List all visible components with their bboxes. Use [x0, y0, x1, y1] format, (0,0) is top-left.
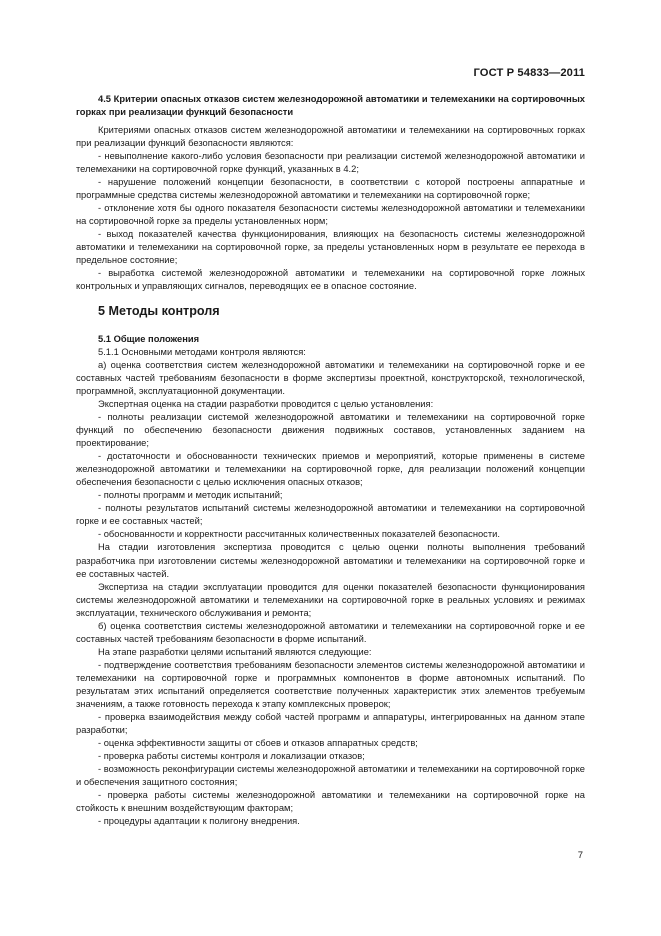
criteria-item: - нарушение положений концепции безопасности, в соответствии с которой построены аппаратные и программные средства системы железнодорожной автоматики и телемеханики на сортировочной горке;: [76, 177, 585, 201]
test-goal-item: - оценка эффективности защиты от сбоев и отказов аппаратных средств;: [98, 737, 418, 748]
page-content: [76, 93, 585, 828]
test-goals-intro: На этапе разработки целями испытаний являются следующие:: [98, 646, 372, 657]
design-item: - полноты результатов испытаний системы железнодорожной автоматики и телемеханики на сортировочной горке и ее составных частей;: [76, 503, 585, 527]
section-4-5-intro: Критериями опасных отказов систем железнодорожной автоматики и телемеханики на сортировочных горках при реализации функций безопасности являются:: [76, 125, 585, 149]
section-4-5-title: 4.5 Критерии опасных отказов систем железнодорожной автоматики и телемеханики на сортировочных горках при реализации функций безопасности: [76, 94, 585, 118]
page-number: 7: [577, 850, 583, 861]
test-goal-item: - проверка взаимодействия между собой частей программ и аппаратуры, интегрированных на данном этапе разработки;: [76, 711, 585, 735]
manufacture-stage-paragraph: На стадии изготовления экспертиза проводится с целью оценки полноты выполнения требований разработчика при изготовлении системы железнодорожной автоматики и телемеханики на сортировочной горке и ее составных частей.: [76, 542, 585, 579]
design-stage-intro: Экспертная оценка на стадии разработки проводится с целью установления:: [98, 399, 434, 410]
criteria-item: - отклонение хотя бы одного показателя безопасности системы железнодорожной автоматики и телемеханики на сортировочной горке за пределы установленных норм;: [76, 203, 585, 227]
criteria-item: - выработка системой железнодорожной автоматики и телемеханики на сортировочной горке ложных контрольных и управляющих сигналов, переводящих ее в опасное состояние.: [76, 268, 585, 292]
design-item: - достаточности и обоснованности технических приемов и мероприятий, которые применены в системе железнодорожной автоматики и телемеханики на сортировочной горке, для реализации положений концепции обеспечения безопасности с целью исключения опасных отказов;: [76, 451, 585, 488]
section-5-1-title: 5.1 Общие положения: [98, 334, 200, 345]
test-goal-item: - проверка работы системы железнодорожной автоматики и телемеханики на сортировочной горке на стойкость к внешним воздействующим факторам;: [76, 789, 585, 813]
design-item: - полноты программ и методик испытаний;: [98, 490, 283, 501]
operation-stage-paragraph: Экспертиза на стадии эксплуатации проводится для оценки показателей безопасности функционирования системы железнодорожной автоматики и телемеханики на сортировочной горке в реальных условиях и режимах эксплуатации, технического обслуживания и ремонта;: [76, 581, 585, 618]
test-goal-item: - проверка работы системы контроля и локализации отказов;: [98, 750, 365, 761]
design-item: - полноты реализации системой железнодорожной автоматики и телемеханики на сортировочной горке функций по обеспечению безопасности движения подвижных составов, установленных заданием на проектирование;: [76, 412, 585, 449]
section-5-title: 5 Методы контроля: [98, 304, 220, 319]
test-goal-item: - подтверждение соответствия требованиям безопасности элементов системы железнодорожной автоматики и телемеханики на сортировочной горке и программных компонентов в форме автономных испытаний. По результатам этих испытаний определяется соответствие полученных характеристик этих элементов требуемым значениям, а также готовность перехода к этапу комплексных проверок;: [76, 659, 585, 709]
criteria-item: - выход показателей качества функционирования, влияющих на безопасность системы железнодорожной автоматики и телемеханики на сортировочной горке, за пределы установленных норм в результате ее перехода в предельное состояние;: [76, 229, 585, 266]
design-item: - обоснованности и корректности рассчитанных количественных показателей безопасности.: [98, 529, 500, 540]
test-goal-item: - возможность реконфигурации системы железнодорожной автоматики и телемеханики на сортировочной горке и обеспечения защитного состояния;: [76, 763, 585, 787]
document-code-header: ГОСТ Р 54833—2011: [473, 67, 585, 79]
method-a: а) оценка соответствия систем железнодорожной автоматики и телемеханики на сортировочной горке и ее составных частей требованиям безопасности в форме экспертизы проектной, конструкторской, технологической, программной, эксплуатационной документации.: [76, 360, 585, 397]
criteria-item: - невыполнение какого-либо условия безопасности при реализации системой железнодорожной автоматики и телемеханики на сортировочной горке функций, указанных в 4.2;: [76, 151, 585, 175]
clause-5-1-1: 5.1.1 Основными методами контроля являются:: [98, 347, 306, 358]
test-goal-item: - процедуры адаптации к полигону внедрения.: [98, 815, 300, 826]
method-b: б) оценка соответствия системы железнодорожной автоматики и телемеханики на сортировочной горке и ее составных частей требованиям безопасности в форме испытаний.: [76, 620, 585, 644]
